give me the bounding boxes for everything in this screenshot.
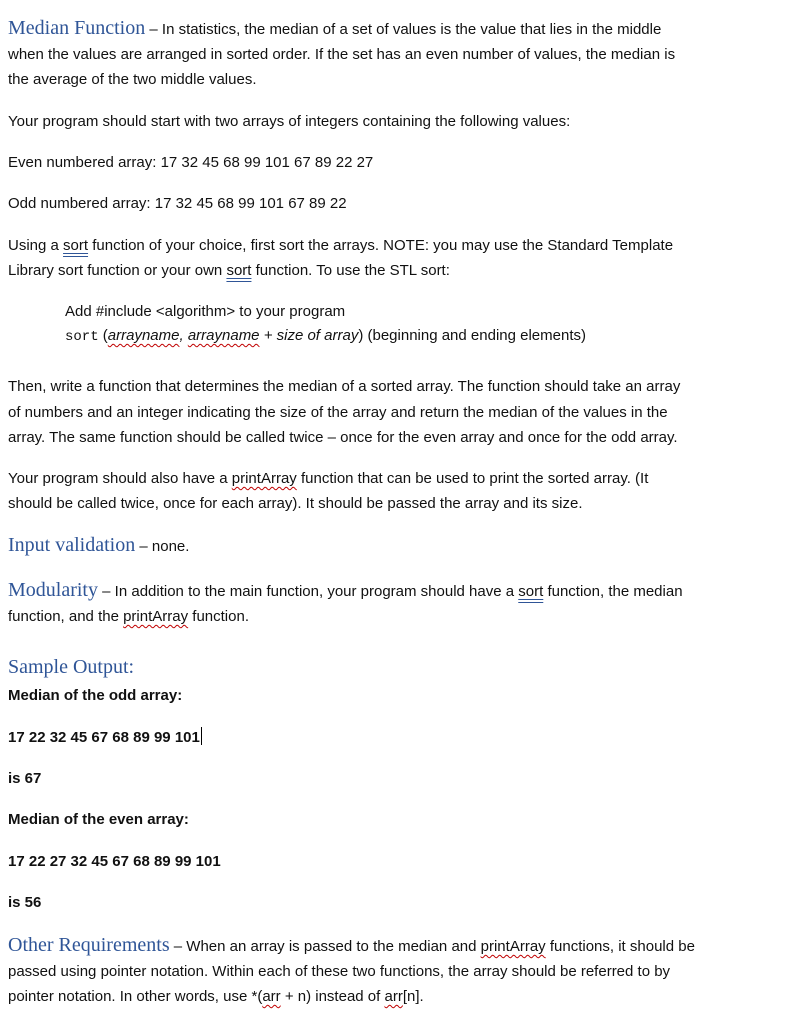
validation-text: – none. [135,538,190,555]
sort-link: sort [63,237,89,254]
intro-line-1 [8,16,661,42]
sort-line-1 [8,233,673,258]
code-note: (beginning and ending elements) [363,327,586,344]
code-sort: sort [65,329,99,345]
modularity-print-array: printArray [123,608,189,625]
median-function-heading: Median Function [8,17,146,39]
other-3-a: pointer notation. In other words, use *( [8,988,263,1005]
even-result: is 56 [8,894,42,911]
other-arr-1: arr [262,988,281,1005]
print-desc-1-b: function that can be used to print the sorted array. (It [296,470,649,487]
modularity-line-2 [8,604,249,629]
odd-label: Median of the odd array: [8,687,183,704]
intro-line-3: the average of the two middle values. [8,71,257,88]
sort-code-line [65,323,586,350]
other-line-1 [8,933,695,959]
other-line-2: passed using pointer notation. Within each of these two functions, the array should be referred to by [8,963,671,980]
other-print-array: printArray [480,938,546,955]
odd-values: 17 22 32 45 67 68 89 99 101 [8,729,200,746]
even-array-line: Even numbered array: 17 32 45 68 99 101 67 89 22 27 [8,154,374,171]
intro-line-2: when the values are arranged in sorted order. If the set has an even number of values, the median is [8,46,676,63]
other-1-b: functions, it should be [545,938,695,955]
modularity-line-1 [8,578,683,604]
odd-result: is 67 [8,770,42,787]
input-validation-heading: Input validation [8,534,136,556]
modularity-2-b: function. [188,608,249,625]
code-plus: + size of array [259,327,359,344]
other-3-b: + n) instead of [280,988,385,1005]
median-desc-3: array. The same function should be called twice – once for the even array and once for the odd array. [8,429,678,446]
even-label: Median of the even array: [8,811,189,828]
sort-line-2-b: function. To use the STL sort: [251,262,450,279]
print-desc-1-a: Your program should also have a [8,470,232,487]
modularity-2-a: function, and the [8,608,124,625]
print-array-term: printArray [231,470,297,487]
median-desc-1: Then, write a function that determines the median of a sorted array. The function should take an array [8,378,681,395]
sort-line-2 [8,258,450,283]
other-line-3 [8,984,424,1009]
other-requirements-heading: Other Requirements [8,934,170,956]
text-cursor [201,727,202,745]
sample-output-heading-line [8,655,134,681]
code-arrayname-1: arrayname [107,327,180,344]
other-3-c: [n]. [402,988,424,1005]
sort-line-1-b: function of your choice, first sort the arrays. NOTE: you may use the Standard Template [88,237,674,254]
sort-line-1-a: Using a [8,237,64,254]
sample-output-heading: Sample Output: [8,656,135,678]
median-desc-2: of numbers and an integer indicating the size of the array and return the median of the values in the [8,404,668,421]
code-open: ( [98,327,108,344]
include-line: Add #include <algorithm> to your program [65,303,346,320]
code-comma: , [179,327,188,344]
code-close: ) [358,327,364,344]
arrays-instruction: Your program should start with two arrays of integers containing the following values: [8,113,571,130]
sort-link-2: sort [226,262,252,279]
print-desc-2: should be called twice, once for each array). It should be passed the array and its size. [8,495,583,512]
modularity-1-a: – In addition to the main function, your program should have a [98,583,519,600]
modularity-1-b: function, the median [543,583,683,600]
odd-array-line: Odd numbered array: 17 32 45 68 99 101 67 89 22 [8,195,347,212]
code-arrayname-2: arrayname [187,327,260,344]
odd-values-line [8,725,202,750]
even-values: 17 22 27 32 45 67 68 89 99 101 [8,853,221,870]
intro-text-1: – In statistics, the median of a set of values is the value that lies in the middle [145,21,662,38]
other-1-a: – When an array is passed to the median and [169,938,481,955]
sort-line-2-a: Library sort function or your own [8,262,227,279]
other-arr-2: arr [384,988,403,1005]
modularity-heading: Modularity [8,579,98,601]
validation-line [8,533,189,559]
modularity-sort-link: sort [518,583,544,600]
print-desc-1 [8,466,648,491]
